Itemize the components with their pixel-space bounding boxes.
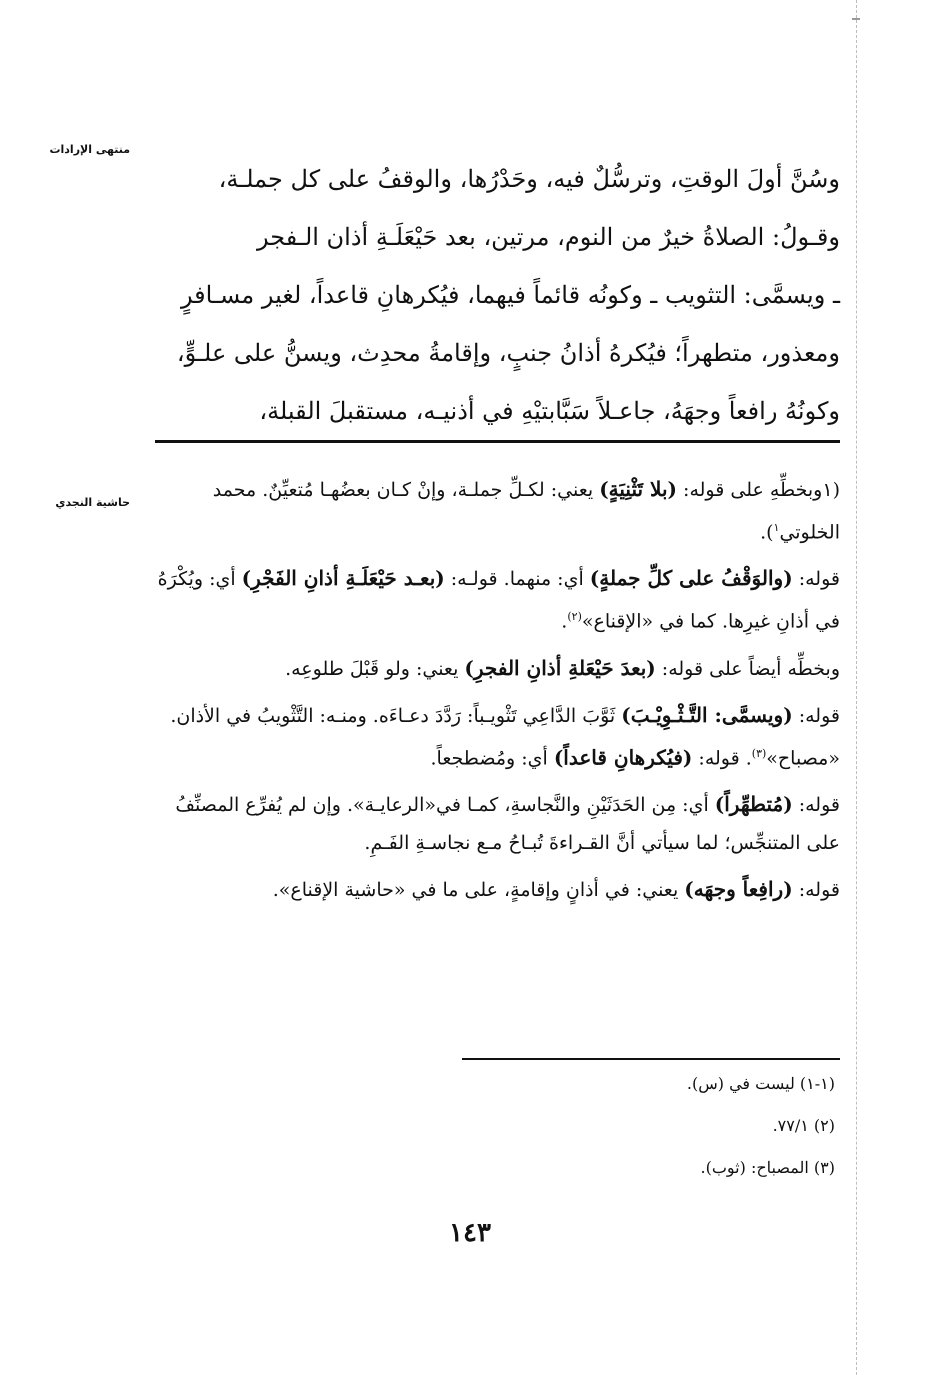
main-text-line: ومعذور، متطهراً؛ فيُكرهُ أذانُ جنبٍ، وإقامةُ محدِث، ويسنُّ على علـوٍّ، [176, 339, 840, 367]
page-edge-line [856, 0, 857, 1375]
commentary-text: يعني: في أذانٍ وإقامةٍ، على ما في «حاشية الإقناع». [272, 878, 685, 901]
main-text [152, 150, 840, 440]
page-number: ١٤٣ [449, 1218, 491, 1248]
commentary-text: أي: مِن الحَدَثَيْنِ والنَّجاسةِ، كمـا في«الرعايـة». وإن لم يُفرِّع المصنِّفُ على المتنجِّس؛ لما سيأتي أنَّ القـراءةَ تُبـاحُ مـع نجاسـةِ الفَـمِ. [175, 793, 840, 854]
commentary [155, 470, 840, 917]
commentary-text: وبخطِّه أيضاً على قوله: [655, 657, 840, 680]
commentary-text: قوله: [792, 704, 840, 727]
commentary-text: أي: ويُكْرَهُ في أذانِ غيرِها. كما في «الإقناع» [157, 568, 840, 633]
main-text-line: وكونُهُ رافعاً وجهَهُ، جاعـلاً سَبَّابتيْهِ في أذنيـه، مستقبلَ القبلة، [259, 397, 840, 425]
commentary-text: يعني: لكـلِّ جملـة، وإنْ كـان بعضُهـا مُتعيِّنٌ. محمد الخلوتي [212, 479, 840, 544]
footnote-ref: ١ [773, 521, 780, 534]
main-text-line: ـ ويسمَّى: التثويب ـ وكونُه قائماً فيهما، فيُكرهانِ قاعداً، لغير مسـافرٍ [180, 281, 840, 309]
main-text-line: وقـولُ: الصلاةُ خيرٌ من النوم، مرتين، بعد حَيْعَلَـةِ أذان الـفجر [257, 223, 840, 251]
quoted-phrase: (مُتطهِّراً) [714, 791, 793, 816]
footnote-marker: (١ [822, 479, 840, 501]
commentary-paragraph [155, 559, 840, 640]
commentary-text: ). [760, 521, 774, 544]
quoted-phrase: (بعدَ حَيْعَلةِ أذانِ الفجرِ) [464, 655, 656, 680]
margin-label-main-text: منتهى الإرادات [49, 143, 130, 156]
commentary-text: ثَوَّبَ الدَّاعِي تَثْويـباً: رَدَّدَ دعـاءَه. ومنـه: التَّثْويبُ في الأذان. «مصباح» [170, 704, 840, 769]
quoted-phrase: (بلا تَثْنِيَةٍ) [599, 477, 677, 501]
commentary-text: قوله: [792, 878, 840, 901]
commentary-text: قوله: [792, 793, 840, 816]
quoted-phrase: (رافِعاً وجهَه) [684, 876, 793, 901]
commentary-text: قوله: [792, 568, 840, 591]
margin-label-commentary: حاشية النجدي [55, 496, 130, 509]
commentary-paragraph [155, 649, 840, 688]
footnotes [430, 1072, 835, 1198]
footnote: (٢) ٧٧/١. [772, 1116, 835, 1135]
commentary-text: يعني: ولو قَبْلَ طلوعِه. [285, 657, 465, 680]
quoted-phrase: (ويسمَّى: التَّـثْـوِيْـبَ) [621, 702, 793, 727]
quoted-phrase: (بعـد حَيْعَلَـةِ أذانِ الفَجْرِ) [241, 566, 445, 591]
commentary-paragraph [155, 785, 840, 862]
commentary-text: وبخطِّهِ على قوله: [677, 479, 823, 501]
quoted-phrase: (فيُكرهانِ قاعداً) [553, 744, 693, 769]
commentary-text: أي: منهما. قولـه: [444, 568, 590, 591]
commentary-text: . [561, 610, 568, 633]
main-text-line: وسُنَّ أولَ الوقتِ، وترسُّلٌ فيه، وحَدْرُها، والوقفُ على كل جملـة، [218, 165, 840, 193]
commentary-paragraph [155, 696, 840, 777]
commentary-paragraph [155, 470, 840, 551]
commentary-text: أي: ومُضطجعاً. [430, 746, 554, 769]
footnote-ref: (٣) [751, 746, 767, 760]
commentary-text: . قوله: [692, 746, 752, 769]
commentary-paragraph [155, 870, 840, 909]
footnote: (٣) المصباح: (ثوب). [700, 1158, 835, 1177]
footnote-ref: (٢) [567, 610, 582, 624]
main-text-separator [155, 440, 840, 443]
footnote: (١-١) ليست في (س). [686, 1074, 835, 1093]
footnote-separator [462, 1058, 840, 1060]
page-edge-tick [852, 18, 860, 20]
quoted-phrase: (والوَقْفُ على كلِّ جملةٍ) [589, 566, 793, 591]
